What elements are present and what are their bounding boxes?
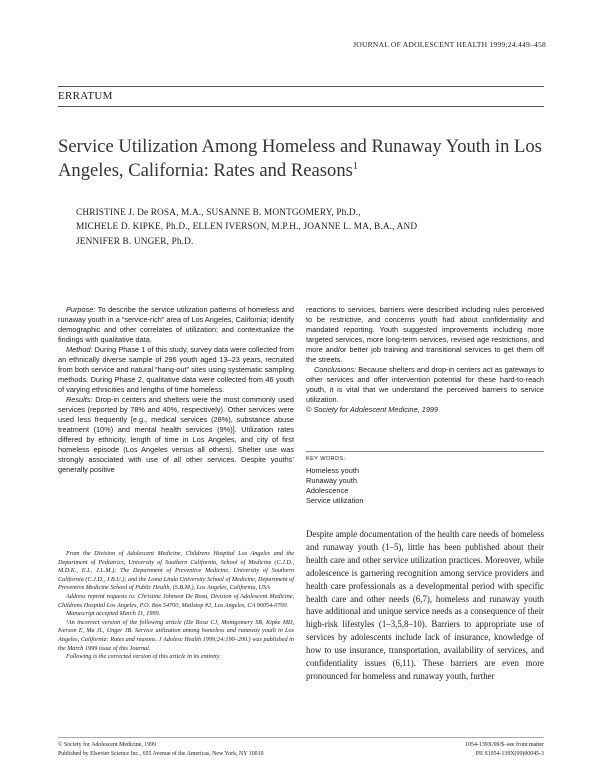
copyright-text: © Society for Adolescent Medicine, 1999	[306, 405, 439, 414]
keyword-item: Homeless youth	[306, 466, 359, 475]
abstract-results-continued: reactions to services, barriers were described including rules perceived to be restrictive, and concerns youth had about confidentiality and mandated reporting. Youth suggested improvements including more targeted services, more long-term services, revised age restrictions, and more and/or better job training and transitional services to get them off the streets.	[306, 305, 544, 364]
author-line: MICHELE D. KIPKE, Ph.D., ELLEN IVERSON, M.P.H., JOANNE L. MA, B.A., AND	[76, 222, 418, 233]
abstract-results	[58, 395, 294, 475]
footer-publisher	[58, 741, 263, 758]
affiliation-footnotes	[58, 550, 294, 662]
journal-reference: JOURNAL OF ADOLESCENT HEALTH 1999;24:449–458	[353, 40, 546, 49]
title-text: Service Utilization Among Homeless and Runaway Youth in Los Angeles, California: Rates and Reasons	[58, 136, 542, 181]
abstract-column-left	[58, 305, 294, 475]
conclusions-label: Conclusions:	[314, 365, 357, 374]
body-paragraph: Despite ample documentation of the health care needs of homeless and runaway youth (1–5), little has been published about their health care and other service utilization practices. Moreover, while adolescence is garnering recognition among service providers and health care professionals as a developmental period with specific health care and other needs (6,7), homeless and runaway youth have additional and unique service needs as a consequence of their high-risk lifestyles (1–3,5,8–10). Barriers to appropriate use of services by adolescents include lack of insurance, knowledge of how to use insurance, transportation, availability of services, and confidentiality issues (6,11). These barriers are even more pronounced for homeless and runaway youth, further	[306, 529, 544, 681]
footer-pii: PII S1054-139X(99)00045-3	[475, 750, 544, 757]
footnote-reprints: Address reprint requests to: Christine Johnson De Rosa, Division of Adolescent Medicine, Childrens Hospital Los Angeles, P.O. Box 54700, Mailstop #2, Los Angeles, CA 90054-0700.	[58, 592, 294, 609]
conclusions-text: Because shelters and drop-in centers act as gateways to other services and offer intervention potential for these hard-to-reach youth, it is vital that we understand the perceived barriers to service utilization.	[306, 365, 544, 404]
footer-publisher-address: Published by Elsevier Science Inc., 655 Avenue of the Americas, New York, NY 10010	[58, 750, 264, 757]
method-text: During Phase 1 of this study, survey data were collected from an ethnically diverse sample of 296 youth aged 13–23 years, recruited from both service and natural “hang-out” sites using systematic sampling methods. During Phase 2, qualitative data were collected from 46 youth of varying ethnicities and lengths of time homeless.	[58, 345, 294, 394]
abstract-copyright	[306, 405, 544, 415]
footnote-erratum: ¹An incorrect version of the following article (De Rosa CJ, Montgomery SB, Kipke MD, Iverson E, Ma JL, Unger JB. Service utilization among homeless and runaway youth in Los Angeles, California: Rates and reasons. J Adolesc Health 1999;24:190–200.) was published in the March 1999 issue of this Journal.	[58, 618, 294, 652]
footer-issn: 1054-139X/99/$–see front matter	[465, 742, 544, 748]
keyword-item: Service utilization	[306, 496, 364, 505]
footer-identifiers	[465, 741, 544, 758]
section-label: ERRATUM	[58, 90, 113, 102]
article-title	[58, 135, 548, 183]
footer-rule	[58, 737, 544, 738]
keyword-item: Adolescence	[306, 486, 349, 495]
title-footnote-marker: 1	[352, 160, 358, 172]
purpose-text: To describe the service utilization patterns of homeless and runaway youth in a “service-rich” area of Los Angeles, California; identify demographic and other correlates of utilization; and contextualize the findings with qualitative data.	[58, 305, 294, 344]
footer-copyright: © Society for Adolescent Medicine, 1999	[58, 742, 157, 748]
method-label: Method:	[66, 345, 93, 354]
keywords-rule	[306, 451, 544, 452]
footnote-affiliation: From the Division of Adolescent Medicine, Childrens Hospital Los Angeles and the Department of Pediatrics, University of Southern California, School of Medicine (C.J.D., M.D.K., E.I., J.L.M.); The Department of Preventive Medicine, University of Southern California (C.J.D., J.B.U.); and the Loma Linda University School of Medicine, Department of Preventive Medicine School of Public Health, (S.B.M.), Los Angeles, California, USA	[58, 550, 294, 592]
top-rule	[58, 86, 544, 87]
footnote-correction: Following is the corrected version of this article in its entirety.	[66, 653, 221, 661]
abstract-method	[58, 345, 294, 395]
purpose-label: Purpose:	[66, 305, 96, 314]
abstract-column-right	[306, 305, 544, 415]
results-text: Drop-in centers and shelters were the most commonly used services (reported by 78% and 40%, respectively). Other services were used less frequently [e.g., medical services (28%), substance abuse treatment (10%) and mental health services (9%)]. Utilization rates differed by ethnicity, length of time in Los Angeles, and city of first homeless episode (Los Angeles versus all others). Shelter use was strongly associated with use of all other services. Despite youths’ generally positive	[58, 395, 294, 474]
abstract-conclusions	[306, 365, 544, 405]
keywords-block	[306, 451, 506, 506]
section-rule	[58, 106, 544, 107]
keyword-item: Runaway youth	[306, 476, 357, 485]
footnote-accepted: Manuscript accepted March 11, 1999.	[66, 610, 161, 618]
keywords-heading: KEY WORDS:	[306, 456, 346, 462]
abstract-purpose	[58, 305, 294, 345]
author-line: JENNIFER B. UNGER, Ph.D.	[76, 236, 194, 247]
author-list	[76, 206, 496, 249]
results-label: Results:	[66, 395, 93, 404]
author-line: CHRISTINE J. De ROSA, M.A., SUSANNE B. MONTGOMERY, Ph.D.,	[76, 208, 361, 218]
